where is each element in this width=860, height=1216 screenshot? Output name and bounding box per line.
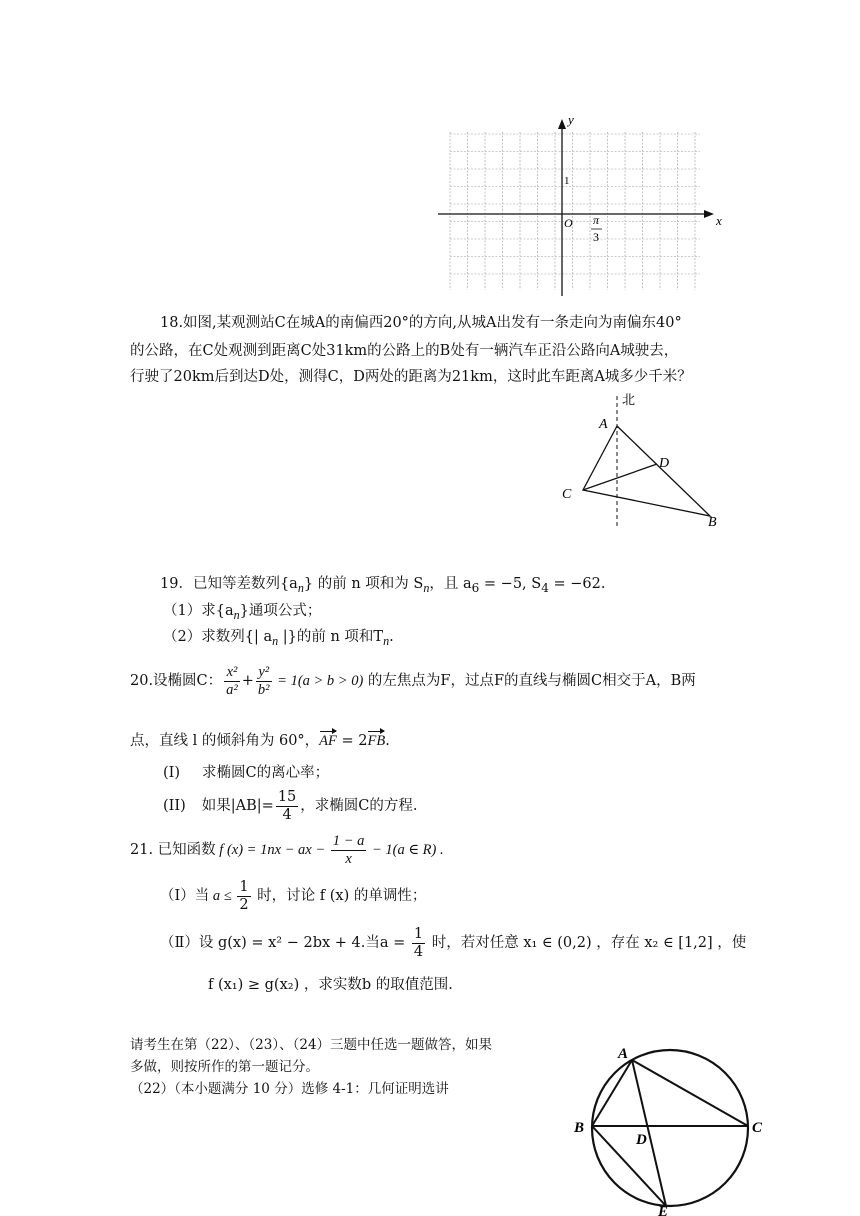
y-axis-label: y — [568, 112, 574, 127]
elective-instruction-line2: 多做，则按所作的第一题记分。 — [130, 1059, 319, 1075]
circle-point-d-label: D — [636, 1132, 647, 1148]
point-a-label: A — [599, 417, 608, 432]
triangle-observation-figure — [555, 388, 735, 533]
y-axis-arrow — [558, 119, 566, 129]
x-axis-label: x — [716, 213, 722, 228]
x-tick-denominator: 3 — [593, 230, 599, 244]
chord-ac — [632, 1060, 748, 1126]
coordinate-grid-figure — [430, 110, 730, 300]
circle-point-c-label: C — [752, 1120, 763, 1136]
q20-part2: (II) 如果|AB|= $\frac{15}{4}$ ，求椭圆C的方程. — [163, 788, 418, 823]
circle-point-a-label: A — [618, 1046, 629, 1062]
elective-instruction-line1: 请考生在第（22）、（23）、（24）三题中任选一题做答，如果 — [130, 1037, 493, 1053]
circle-point-e-label: E — [658, 1204, 669, 1216]
point-b-label: B — [708, 515, 717, 530]
q21-part2-cont: f (x₁) ≥ g(x₂) ，求实数b 的取值范围. — [208, 977, 453, 993]
q18-line1: 18.如图,某观测站C在城A的南偏西20°的方向,从城A出发有一条走向为南偏东40° — [160, 315, 682, 331]
q19-statement: 19．已知等差数列$\{a_n\}$ 的前 n 项和为 $S_n$，且 $a_6 = -5$, $S_4 = -62$. — [160, 576, 606, 595]
q20-line2: 点，直线 l 的倾斜角为 60°，AF = 2FB. — [130, 730, 390, 752]
grid-lines — [450, 132, 700, 290]
q20-part1: (I) 求椭圆C的离心率； — [163, 765, 330, 781]
elective-22-heading: （22）（本小题满分 10 分）选修 4-1：几何证明选讲 — [130, 1081, 449, 1097]
origin-label: O — [564, 216, 573, 230]
q21-part1: （Ⅰ）当 a ≤ $\frac{1}{2}$ 时，讨论 f (x) 的单调性； — [160, 878, 427, 913]
x-tick-numerator: π — [593, 213, 600, 227]
q19-part1: （1）求$\{a_n\}$通项公式； — [163, 603, 322, 622]
chord-ab — [592, 1060, 632, 1126]
north-label: 北 — [622, 392, 636, 407]
point-c-label: C — [562, 487, 572, 502]
point-d-label: D — [659, 456, 670, 471]
q19-part2: （2）求数列{| $a_n$ |}的前 n 项和$T_n$. — [163, 629, 394, 648]
circle-geometry-figure — [570, 1036, 770, 1216]
triangle-acb — [583, 426, 710, 516]
circle-point-b-label: B — [574, 1120, 585, 1136]
q21-statement: 21. 已知函数 f (x) = 1nx − ax − $\frac{1 - a}{x}$ − 1(a ∈ R) . — [130, 832, 444, 867]
y-tick-label: 1 — [564, 175, 570, 187]
q20-statement: 20.设椭圆C： $\frac{\text{x²}}{\text{a²}}$ + $\frac{\text{y²}}{\text{b²}}$ = 1(a > b > 0) 的左焦点为F，过点F的直线与椭圆C相交于A，B两 — [130, 663, 696, 698]
x-axis-arrow — [704, 210, 714, 218]
q21-part2: （Ⅱ）设 g(x) = x² − 2bx + 4.当a = $\frac{1}{4}$ 时，若对任意 x₁ ∈ (0,2) ，存在 x₂ ∈ [1,2] ，使 — [160, 925, 747, 960]
q18-line2: 的公路，在C处观测到距离C处31km的公路上的B处有一辆汽车正沿公路向A城驶去， — [130, 343, 679, 359]
q18-line3: 行驶了20km后到达D处，测得C，D两处的距离为21km，这时此车距离A城多少千米？ — [130, 369, 692, 385]
circle — [592, 1050, 748, 1206]
